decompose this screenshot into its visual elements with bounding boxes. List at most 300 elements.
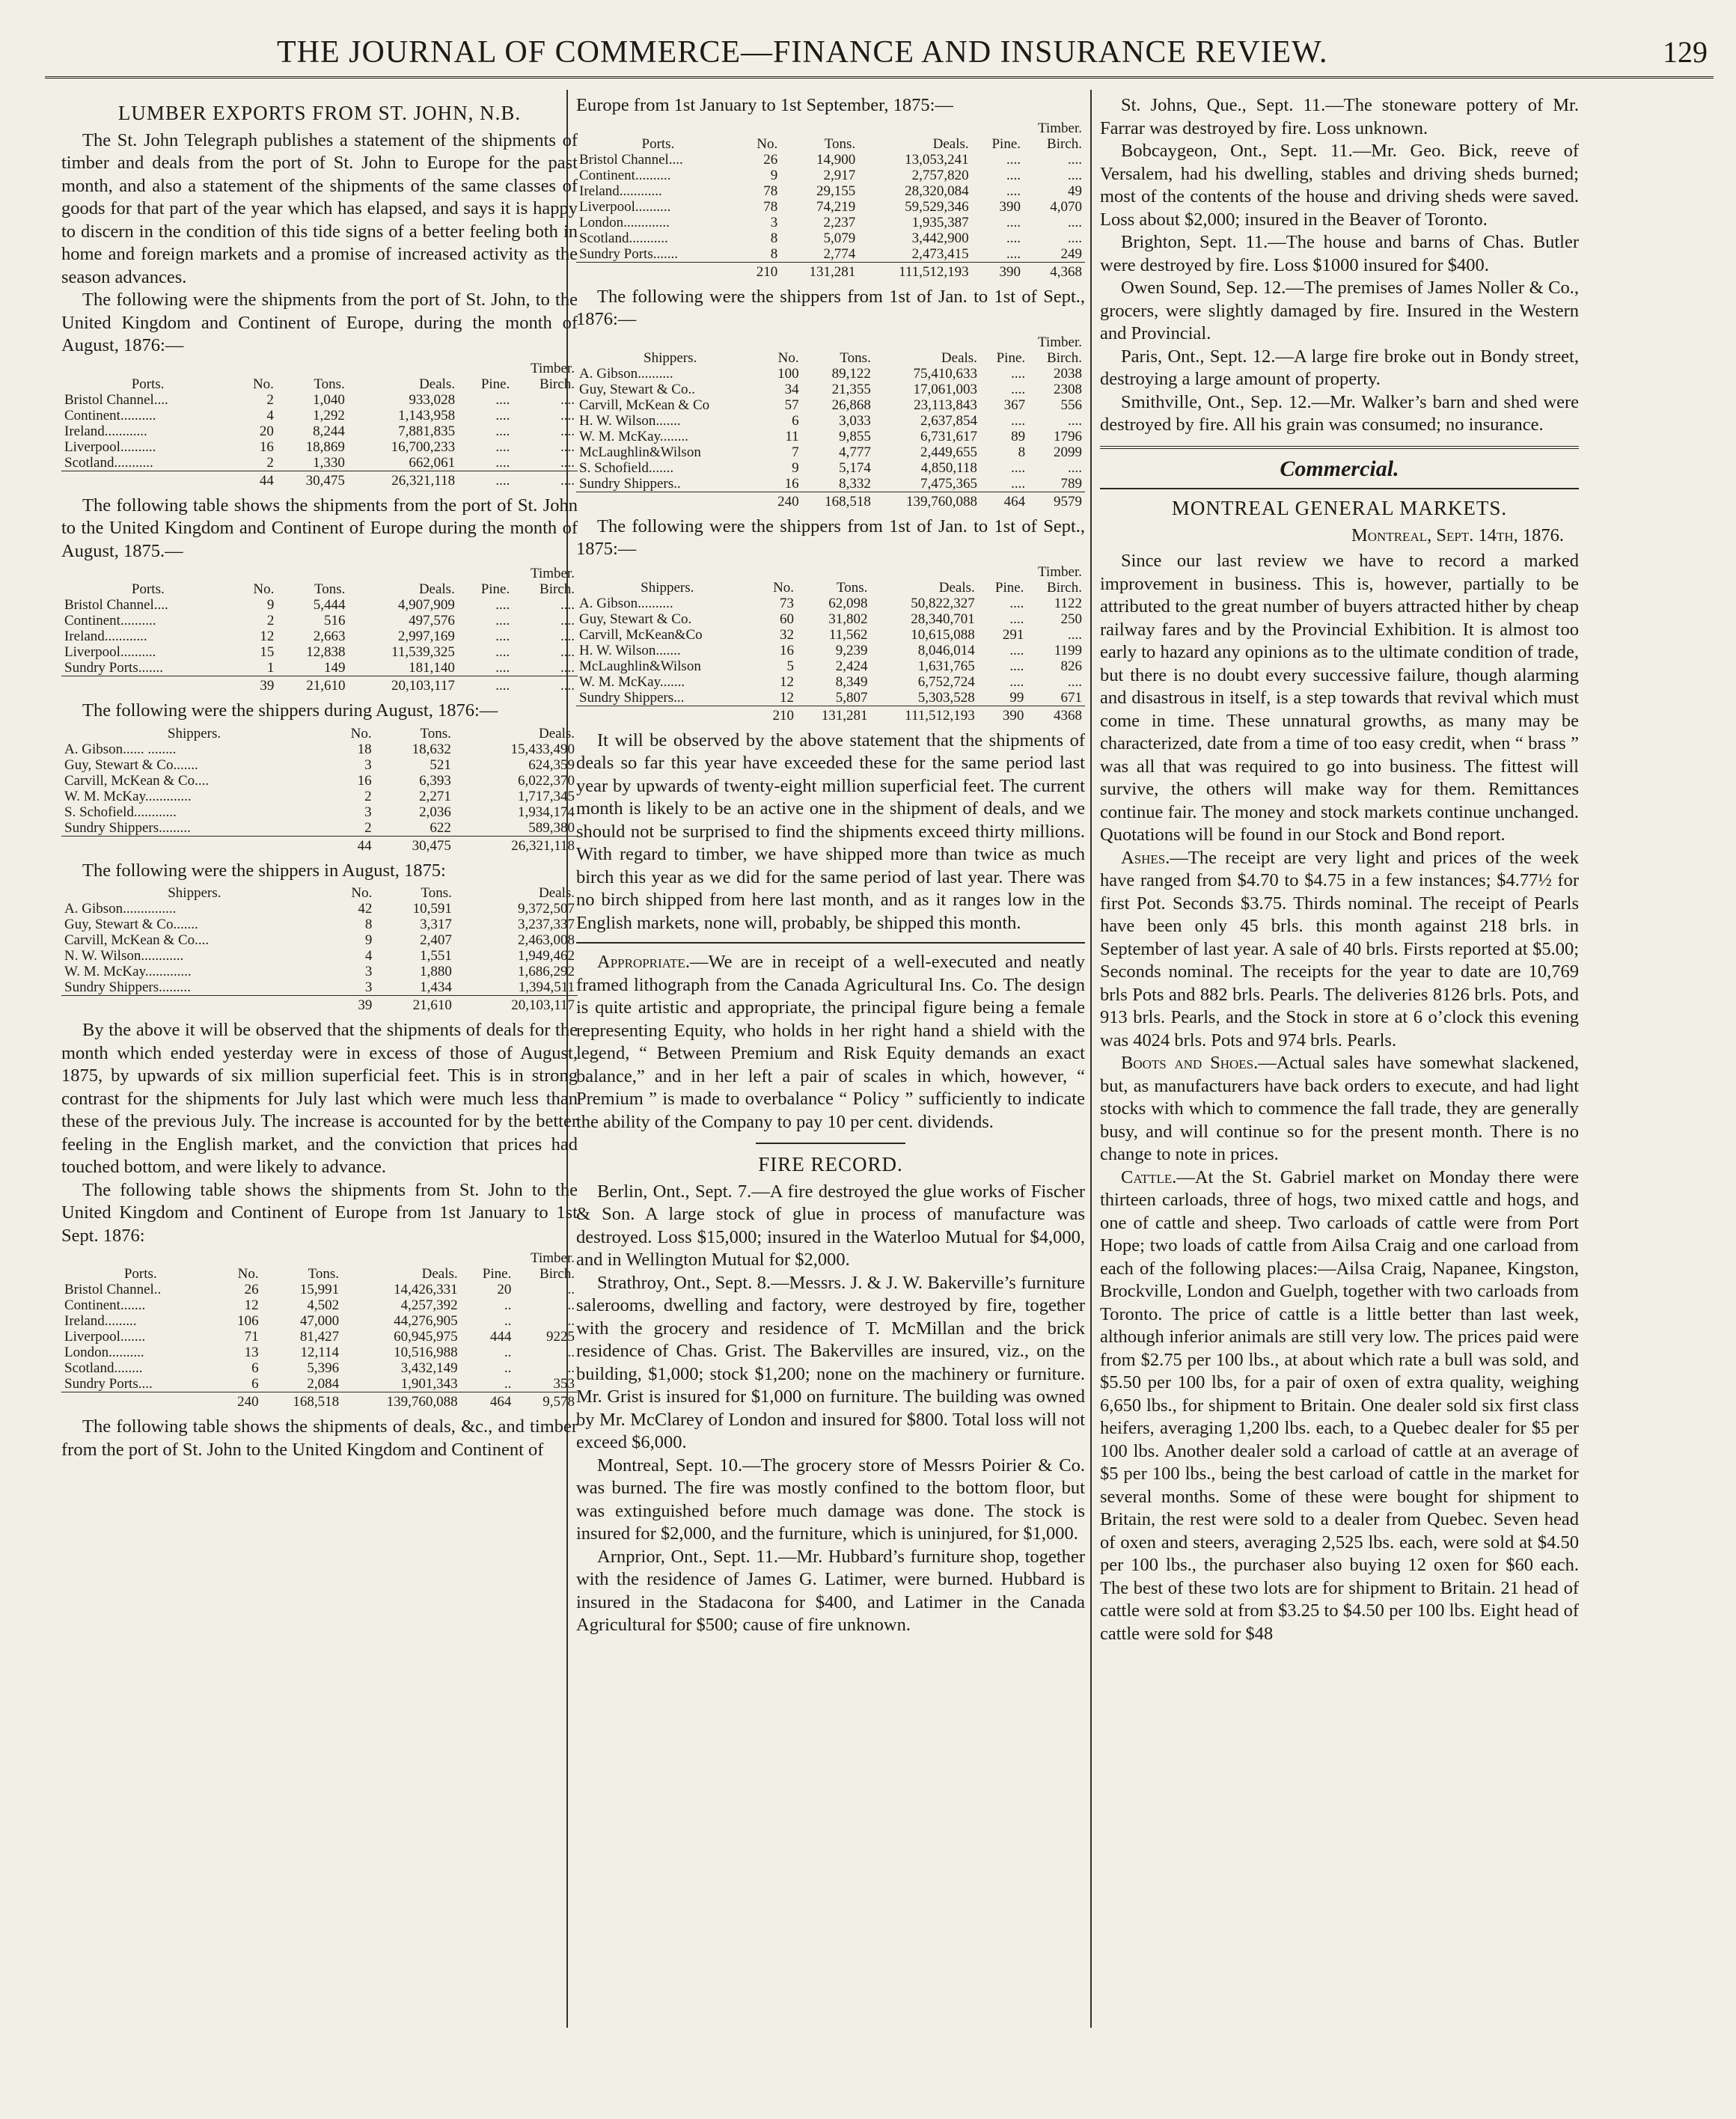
column-header: Deals.: [421, 1266, 458, 1282]
table-cell: 12: [244, 1297, 259, 1313]
table-total-cell: 390: [972, 262, 1024, 280]
table-cell: 2,997,169: [397, 629, 455, 644]
column-1: [61, 94, 578, 1461]
table-cell: ..: [567, 1345, 575, 1360]
column-header: Tons.: [314, 581, 346, 597]
table-cell: Carvill, McKean & Co....: [64, 932, 210, 948]
table-header-row: [576, 136, 1085, 152]
table-cell: ....: [1068, 230, 1082, 246]
table-cell: ....: [1011, 475, 1026, 492]
data-table: [576, 120, 1085, 280]
table-cell: A. Gibson...... ........: [64, 741, 177, 757]
table-cell: ....: [1068, 673, 1082, 690]
table-cell: 3: [364, 979, 373, 995]
table-cell: ....: [1009, 642, 1024, 658]
table-cell: 181,140: [409, 660, 455, 676]
table-cell: 26: [763, 151, 778, 168]
table-cell: 28,320,084: [905, 183, 969, 199]
table-total-cell: 131,281: [780, 262, 858, 280]
table-row: [61, 644, 578, 660]
table-cell: 23,113,843: [914, 397, 977, 413]
table-cell: Liverpool..........: [64, 644, 156, 660]
table-cell: 14,426,331: [394, 1282, 458, 1297]
table-cell: 78: [763, 198, 778, 215]
table-total-cell: 111,512,193: [858, 262, 971, 280]
table-total-cell: ....: [513, 676, 578, 694]
table-cell: 4,850,118: [920, 459, 977, 476]
table-total-cell: 39: [235, 676, 278, 694]
table-cell: ..: [504, 1360, 512, 1376]
table-cell: 31,802: [828, 611, 868, 627]
table-cell: ....: [560, 454, 575, 471]
column-header: Pine.: [996, 349, 1026, 366]
table-row: [61, 917, 578, 932]
table-cell: 17,061,003: [913, 381, 977, 397]
fire-item: Montreal, Sept. 10.—The grocery store of Messrs Poirier & Co. was burned. The fire was mostly confined to the bottom floor, but was extinguished before much damage was done. The stock is insured for $2,000, and the furniture, which is uninjured, for $1,000.: [576, 1455, 1085, 1544]
table-total-cell: 26,321,118: [454, 836, 578, 854]
table-cell: Scotland...........: [64, 454, 153, 471]
paragraph: The following were the shippers from 1st of Jan. to 1st of Sept., 1876:—: [576, 286, 1085, 329]
column-2: [576, 94, 1085, 1637]
table-total-row: [61, 1392, 578, 1410]
ashes-paragraph: [1100, 847, 1579, 1053]
table-cell: 8,046,014: [917, 642, 975, 658]
fire-item: Smithville, Ont., Sep. 12.—Mr. Walker’s barn and shed were destroyed by fire. All his grain was consumed; no insurance.: [1100, 391, 1579, 435]
table-cell: 2: [364, 819, 372, 836]
table-cell: 18: [357, 741, 372, 757]
table-cell: Sundry Shippers..: [579, 475, 681, 492]
table-cell: Sundry Shippers.........: [64, 819, 191, 836]
column-header: Birch.: [540, 1266, 575, 1282]
table-cell: 78: [763, 183, 778, 199]
column-header: No.: [350, 725, 372, 742]
table-row: [61, 979, 578, 996]
table-cell: Sundry Shippers.........: [64, 979, 191, 995]
table-row: [61, 932, 578, 948]
table-cell: 8: [1018, 444, 1026, 460]
table-group-label: Timber.: [1038, 120, 1082, 136]
table-cell: 5,807: [835, 689, 868, 706]
table-cell: 4,070: [1050, 198, 1082, 215]
table-cell: 14,900: [816, 151, 856, 168]
table-cell: 8: [364, 917, 373, 932]
table-cell: 6,022,370: [518, 772, 575, 789]
table-cell: 9: [266, 597, 275, 613]
table-total-cell: 39: [328, 996, 376, 1014]
column-header: Deals.: [941, 349, 977, 366]
table-row: [576, 168, 1085, 183]
table-cell: 6,393: [419, 772, 451, 789]
table-cell: 624,359: [528, 756, 575, 773]
appropriate-paragraph: [576, 951, 1085, 1134]
column-header: Tons.: [824, 135, 856, 152]
table-cell: ....: [1009, 673, 1024, 690]
column-header: Deals.: [538, 885, 575, 901]
table-row: [576, 476, 1085, 492]
table-cell: 1,717,345: [518, 788, 575, 804]
table-cell: Liverpool..........: [64, 438, 156, 455]
column-header: No.: [237, 1266, 259, 1282]
table-total-cell: 464: [980, 492, 1028, 510]
table-total-cell: 20,103,117: [455, 996, 578, 1014]
shippers-table-1876: [576, 334, 1085, 510]
table-row: [61, 804, 578, 820]
table-cell: 16: [780, 642, 795, 658]
table-cell: 9,855: [839, 428, 871, 444]
table-cell: 6: [251, 1376, 259, 1392]
table-cell: 149: [323, 660, 346, 676]
table-cell: 5,174: [839, 459, 871, 476]
paragraph: The following table shows the shipments from St. John to the United Kingdom and Continent of Europe from 1st January to 1st Sept. 1876:: [61, 1179, 578, 1246]
table-row: [576, 382, 1085, 397]
table-cell: 16: [259, 438, 274, 455]
table-cell: 9: [770, 167, 778, 183]
column-header: Tons.: [840, 349, 871, 366]
journal-title: THE JOURNAL OF COMMERCE—FINANCE AND INSURANCE REVIEW.: [277, 35, 1328, 70]
table-total-cell: 9579: [1028, 492, 1085, 510]
table-total-row: [576, 706, 1085, 724]
table-cell: 59,529,346: [905, 198, 969, 215]
column-header: Birch.: [1047, 349, 1082, 366]
table-cell: 3: [770, 214, 778, 230]
table-cell: ....: [495, 660, 510, 676]
table-cell: Guy, Stewart & Co..: [579, 381, 695, 397]
table-cell: 1122: [1054, 595, 1082, 611]
table-cell: Scotland...........: [579, 230, 668, 246]
table-total-cell: 168,518: [802, 492, 874, 510]
table-cell: 11: [785, 428, 799, 444]
table-cell: A. Gibson...............: [64, 901, 177, 917]
table-cell: 6: [792, 412, 799, 429]
table-cell: 89: [1011, 428, 1026, 444]
page-header: [45, 31, 1714, 79]
table-total-cell: [61, 471, 234, 489]
table-cell: 390: [999, 198, 1021, 215]
table-cell: Bristol Channel....: [64, 597, 168, 613]
table-header-row: [576, 350, 1085, 366]
table-row: [61, 597, 578, 613]
paragraph: It will be observed by the above statement that the shipments of deals so far this year have exceeded these for the same period last year by upwards of twenty-eight million superficial feet. The current month is likely to be an active one in the shipment of deals, and we should not be surprised to find the shipments exceed thirty millions. With regard to timber, we have shipped more than twice as much birch this year as we did for the same period of last year. There was no birch shipped from here last month, and as it ranges low in the English markets, none will, probably, be shipped this month.: [576, 730, 1085, 933]
table-cell: 3: [364, 756, 372, 773]
table-cell: 9: [792, 459, 799, 476]
table-row: [576, 246, 1085, 263]
table-cell: 4: [364, 948, 373, 964]
table-total-row: [576, 492, 1085, 510]
data-table: [576, 334, 1085, 510]
paragraph: The following table shows the shipments of deals, &c., and timber from the port of St. John to the United Kingdom and Continent of: [61, 1416, 578, 1460]
fire-item: Strathroy, Ont., Sept. 8.—Messrs. J. & J. W. Bakerville’s furniture salerooms, dwelling and factory, were destroyed by fire, together with the grocery and residence of T. McMillan and the brick residence of Chas. Grist. The Bakervilles are insured, viz., on the building, $1,000; stock $1,200; none on the machinery or furniture. Mr. Grist is insured for $1,000 on furniture. The building was owned by Mr. McClarey of London and insured for $800. Total loss will not exceed $6,000.: [576, 1272, 1085, 1452]
table-cell: 7,475,365: [920, 475, 977, 492]
table-row: [61, 1313, 578, 1329]
table-header-row: [61, 885, 578, 901]
table-cell: ....: [1006, 230, 1021, 246]
table-cell: 444: [489, 1329, 512, 1345]
column-header: Ports.: [131, 376, 165, 392]
table-cell: ....: [1011, 412, 1026, 429]
table-row: [61, 901, 578, 917]
table-cell: 20: [259, 423, 274, 439]
column-header: Deals.: [932, 135, 969, 152]
table-cell: 47,000: [299, 1313, 340, 1329]
table-cell: 5,079: [823, 230, 856, 246]
table-header-row: [61, 581, 578, 597]
table-cell: 3: [364, 964, 373, 979]
table-row: [576, 658, 1085, 674]
table-group-row: [61, 566, 578, 581]
table-cell: 353: [553, 1376, 575, 1392]
column-header: Tons.: [308, 1266, 340, 1282]
table-cell: 4,907,909: [397, 597, 455, 613]
shipments-table-jan-sept-1876: [61, 1250, 578, 1410]
column-header: No.: [253, 581, 275, 597]
table-cell: 2: [364, 788, 372, 804]
table-cell: 589,380: [528, 819, 575, 836]
table-cell: 2,084: [307, 1376, 340, 1392]
table-cell: ..: [567, 1297, 575, 1313]
data-table: [61, 885, 578, 1013]
item-body: —At the St. Gabriel market on Monday there were thirteen carloads, three of hogs, two mixed cattle and hogs, and one of cattle and sheep. Two carloads of cattle were from Port Hope; two loads of cattle from Ailsa Craig and one carload from each of the following places:—Ailsa Craig, Napanee, Kingston, Brockville, London and Guelph, together with two carloads from Toronto. The price of cattle is a little better than last week, although inferior animals are still very low. The prices paid were from $2.75 per 100 lbs., at about which rate a bull was sold, and $5.50 per 100 lbs, for a pair of oxen of extra quality, weighing 6,650 lbs., for shipment to Britain. One dealer sold six first class heifers, averaging 1,200 lbs. each, to a Quebec dealer for $5 per 100 lbs. Another dealer sold a carload of cattle at an average of $5 per 100 lbs., being the best carload of cattle in the market for several months. Some of these were bought for shipment to Britain, the rest were sold to a dealer from Quebec. Seven head of oxen and steers, averaging 2,525 lbs. each, were sold at $4.50 per 100 lbs., the purchaser also buying 12 oxen for $60 each. The best of these two lots are for shipment to Britain. 21 head of cattle were sold at from $3.25 to $4.50 per 100 lbs. Eight head of cattle were sold for $48: [1100, 1166, 1579, 1644]
table-total-cell: 131,281: [797, 706, 870, 724]
table-cell: ....: [1006, 151, 1021, 168]
table-total-cell: 21,610: [375, 996, 455, 1014]
table-cell: ..: [567, 1313, 575, 1329]
table-row: [61, 392, 578, 408]
table-cell: ....: [1068, 151, 1082, 168]
table-cell: 8,244: [313, 423, 345, 439]
table-cell: Bristol Channel....: [64, 391, 168, 408]
item-body: —Actual sales have somewhat slackened, but, as manufacturers have back orders to execute, and had light stocks with which to commence the fall trade, they are generally busy, and will continue so for the present month. There is no change to note in prices.: [1100, 1053, 1579, 1164]
table-cell: ....: [560, 660, 575, 676]
dateline: Montreal, Sept. 14th, 1876.: [1351, 525, 1564, 545]
shipments-table-aug-1875: [61, 566, 578, 694]
table-cell: 15,991: [299, 1282, 340, 1297]
shippers-table-1875: [576, 564, 1085, 724]
table-cell: ....: [1011, 365, 1026, 382]
shipments-table-jan-sept-1875: [576, 120, 1085, 280]
table-total-cell: 139,760,088: [874, 492, 980, 510]
table-cell: London..........: [64, 1345, 144, 1360]
page-number: 129: [1663, 35, 1708, 69]
table-group-label: Timber.: [1038, 334, 1082, 350]
shippers-table-aug-1875: [61, 885, 578, 1013]
table-cell: ....: [1011, 459, 1026, 476]
data-table: [61, 566, 578, 694]
table-cell: Continent..........: [579, 167, 671, 183]
divider: [1100, 446, 1579, 449]
table-cell: Bristol Channel..: [64, 1282, 162, 1297]
table-row: [61, 757, 578, 773]
column-header: Shippers.: [167, 725, 221, 742]
column-header: Tons.: [314, 376, 345, 392]
table-cell: A. Gibson..........: [579, 365, 673, 382]
table-row: [576, 627, 1085, 643]
table-header-row: [576, 580, 1085, 596]
table-cell: Continent..........: [64, 407, 156, 424]
table-cell: 6,752,724: [917, 673, 975, 690]
column-header: No.: [773, 579, 795, 596]
table-cell: 74,219: [816, 198, 856, 215]
table-cell: Ireland.........: [64, 1313, 137, 1329]
table-cell: ....: [495, 438, 510, 455]
table-total-row: [61, 996, 578, 1014]
table-total-cell: [61, 676, 235, 694]
table-cell: 2,663: [313, 629, 346, 644]
table-row: [576, 413, 1085, 429]
table-cell: Sundry Ports.......: [64, 660, 163, 676]
table-group-label: Timber.: [1038, 563, 1082, 580]
table-row: [576, 611, 1085, 627]
table-total-cell: 4,368: [1024, 262, 1085, 280]
column-header: Ports.: [641, 135, 675, 152]
table-cell: London.............: [579, 214, 670, 230]
table-row: [61, 820, 578, 837]
table-cell: ..: [504, 1376, 512, 1392]
column-header: Birch.: [540, 376, 575, 392]
table-cell: Sundry Shippers...: [579, 689, 685, 706]
column-header: Deals.: [538, 725, 575, 742]
table-cell: ....: [1009, 658, 1024, 674]
column-header: Tons.: [421, 885, 452, 901]
table-cell: 2,407: [420, 932, 452, 948]
table-header-row: [61, 376, 578, 392]
table-cell: ....: [495, 629, 510, 644]
table-header-row: [61, 1266, 578, 1282]
table-cell: W. M. McKay.......: [579, 673, 685, 690]
table-row: [61, 1282, 578, 1297]
table-group-label: Timber.: [531, 566, 575, 581]
table-cell: 2,917: [823, 167, 856, 183]
table-group-row: [576, 120, 1085, 136]
table-cell: 7: [792, 444, 799, 460]
paragraph: The following were the shippers during August, 1876:—: [82, 700, 498, 721]
table-cell: 1,394,511: [518, 979, 575, 995]
table-cell: 5,444: [313, 597, 346, 613]
table-cell: Guy, Stewart & Co.: [579, 611, 692, 627]
paragraph: The following were the shipments from the port of St. John, to the United Kingdom and Continent of Europe, during the month of August, 1876:—: [61, 290, 578, 355]
table-cell: 12,838: [306, 644, 346, 660]
table-cell: 3,237,337: [518, 917, 575, 932]
table-cell: Guy, Stewart & Co.......: [64, 917, 198, 932]
table-total-cell: 21,610: [277, 676, 348, 694]
table-cell: ....: [1068, 459, 1082, 476]
table-cell: 9,239: [835, 642, 868, 658]
column-header: Tons.: [837, 579, 868, 596]
table-cell: ....: [560, 644, 575, 660]
table-cell: ....: [495, 597, 510, 613]
table-cell: 60: [780, 611, 795, 627]
table-group-label: Timber.: [531, 360, 575, 376]
table-cell: 9225: [546, 1329, 575, 1345]
table-cell: 8: [770, 245, 778, 262]
table-row: [61, 1329, 578, 1345]
table-row: [576, 199, 1085, 215]
table-cell: 1: [266, 660, 275, 676]
table-total-row: [576, 262, 1085, 280]
table-cell: 15: [260, 644, 275, 660]
table-total-cell: [61, 836, 327, 854]
table-cell: 12,114: [300, 1345, 340, 1360]
table-cell: 1,949,462: [518, 948, 575, 964]
table-cell: 1,434: [420, 979, 452, 995]
table-cell: 826: [1060, 658, 1082, 674]
table-row: [576, 215, 1085, 230]
table-cell: 5,303,528: [917, 689, 975, 706]
table-total-cell: [576, 492, 764, 510]
table-cell: Continent..........: [64, 613, 156, 629]
table-cell: ....: [560, 597, 575, 613]
table-cell: 622: [430, 819, 451, 836]
article-heading: LUMBER EXPORTS FROM ST. JOHN, N.B.: [117, 102, 522, 124]
column-header: Deals.: [938, 579, 975, 596]
table-total-cell: 168,518: [262, 1392, 342, 1410]
table-cell: 2,036: [419, 804, 451, 820]
table-cell: Sundry Ports....: [64, 1376, 153, 1392]
table-cell: 32: [780, 626, 795, 643]
table-cell: 12: [780, 689, 795, 706]
table-cell: ....: [495, 613, 510, 629]
table-cell: 29,155: [816, 183, 856, 199]
table-cell: 2,449,655: [920, 444, 977, 460]
item-lead: Boots and Shoes.: [1121, 1053, 1259, 1073]
data-table: [61, 1250, 578, 1410]
table-cell: 2,271: [419, 788, 451, 804]
table-row: [576, 230, 1085, 246]
table-row: [576, 460, 1085, 476]
table-cell: ....: [1068, 626, 1082, 643]
column-header: Deals.: [419, 376, 456, 392]
table-total-cell: ....: [458, 676, 513, 694]
table-cell: ....: [1068, 167, 1082, 183]
table-cell: 521: [430, 756, 451, 773]
table-total-cell: 464: [461, 1392, 515, 1410]
table-cell: 60,945,975: [394, 1329, 458, 1345]
table-cell: 100: [777, 365, 799, 382]
column-header: Pine.: [482, 1266, 512, 1282]
table-total-cell: 210: [759, 706, 797, 724]
table-cell: 9,372,507: [518, 901, 575, 917]
table-group-row: [61, 361, 578, 376]
table-cell: 28,340,701: [911, 611, 975, 627]
table-cell: 2: [266, 391, 274, 408]
table-row: [576, 674, 1085, 690]
table-cell: Continent.......: [64, 1297, 146, 1313]
table-cell: 4: [266, 407, 274, 424]
table-cell: 4,502: [307, 1297, 340, 1313]
column-header: Deals.: [418, 581, 455, 597]
table-cell: 1,330: [313, 454, 345, 471]
table-cell: 13: [244, 1345, 259, 1360]
table-group-row: [61, 1250, 578, 1266]
table-cell: 789: [1060, 475, 1082, 492]
table-cell: Bristol Channel....: [579, 151, 683, 168]
table-cell: 1,880: [420, 964, 452, 979]
item-body: —The receipt are very light and prices of the week have ranged from $4.70 to $4.75 in a few instances; $4.77½ for first Pot. Seconds $3.75. Thirds nominal. The receipt of Pearls have been only 45 brls. this month against 218 brls. in September of last year. A sale of 40 brls. Firsts reported at $5.00; Seconds nominal. The receipts for the year to date are 10,769 brls Pots and 882 brls. Pearls. The deliveries 8126 brls. Pots, and 913 brls. Pearls, and the Stock in store at 6 o’clock this evening was 4024 brls. Pots and 974 brls. Pearls.: [1100, 847, 1579, 1051]
table-cell: 2: [266, 454, 274, 471]
column-3: [1100, 94, 1579, 1645]
table-row: [61, 789, 578, 804]
table-total-cell: 30,475: [375, 836, 454, 854]
table-cell: W. M. McKay.............: [64, 964, 192, 979]
table-cell: Sundry Ports.......: [579, 245, 678, 262]
table-cell: ..: [567, 1282, 575, 1297]
table-cell: 10,591: [412, 901, 452, 917]
table-cell: ....: [560, 391, 575, 408]
column-header: No.: [351, 885, 373, 901]
table-total-cell: ....: [458, 471, 513, 489]
table-row: [576, 152, 1085, 168]
table-total-row: [61, 471, 578, 489]
table-cell: 2038: [1054, 365, 1082, 382]
